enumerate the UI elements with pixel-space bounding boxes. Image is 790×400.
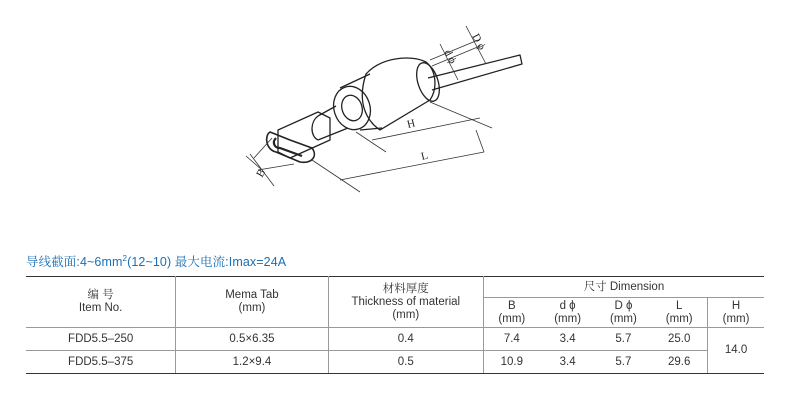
header-thickness — [328, 277, 483, 328]
spec-sup: 2 — [122, 253, 128, 263]
header-H-label: H — [731, 299, 741, 312]
sleeve-rim — [328, 82, 376, 135]
cell-item: FDD5.5–250 — [26, 328, 176, 351]
dim-H-line — [372, 118, 480, 140]
label-L: L — [419, 149, 430, 163]
header-thick-en: Thickness of material — [351, 295, 461, 308]
header-tab-line1: Mema Tab — [225, 289, 279, 301]
sleeve-end — [412, 60, 443, 104]
cell-D: 5.7 — [596, 328, 652, 351]
header-D-label: D ϕ — [614, 299, 633, 312]
cell-B: 7.4 — [483, 328, 539, 351]
header-thick-unit: (mm) — [392, 308, 420, 321]
header-B-unit: (mm) — [498, 312, 526, 325]
spec-line — [26, 252, 286, 270]
wire-outline — [428, 55, 522, 90]
header-item-en: Item No. — [78, 302, 123, 314]
header-H-unit: (mm) — [722, 312, 750, 325]
header-tab-line2: (mm) — [238, 302, 266, 314]
spec-suffix: (12~10) 最大电流:Imax=24A — [127, 255, 287, 269]
label-d: d ϕ — [441, 47, 459, 66]
header-H — [708, 298, 764, 328]
sleeve-opening — [338, 93, 365, 124]
header-B — [483, 298, 539, 328]
header-thick-cn: 材料厚度 — [382, 282, 429, 295]
receptacle-front — [267, 132, 315, 162]
cell-d: 3.4 — [540, 351, 596, 374]
table-row — [26, 328, 764, 351]
header-D — [596, 298, 652, 328]
header-d-label: d ϕ — [559, 299, 576, 312]
cell-thickness: 0.4 — [328, 328, 483, 351]
header-L-label: L — [676, 299, 683, 312]
label-D: D ϕ — [469, 31, 488, 52]
cell-d: 3.4 — [540, 328, 596, 351]
dim-L-line — [340, 149, 484, 180]
cell-item: FDD5.5–375 — [26, 351, 176, 374]
header-d — [540, 298, 596, 328]
cell-H: 14.0 — [708, 328, 764, 374]
spec-prefix: 导线截面:4~6mm — [26, 255, 123, 269]
sleeve-body — [362, 58, 435, 130]
spec-table — [26, 276, 764, 374]
label-H: H — [405, 117, 417, 131]
header-tab — [176, 277, 328, 328]
cell-tab: 0.5×6.35 — [176, 328, 328, 351]
header-item — [26, 277, 176, 328]
cell-D: 5.7 — [596, 351, 652, 374]
header-D-unit: (mm) — [610, 312, 637, 325]
cell-thickness: 0.5 — [328, 351, 483, 374]
cell-L: 25.0 — [651, 328, 707, 351]
header-dimension: 尺寸 Dimension — [483, 277, 764, 298]
cell-B: 10.9 — [483, 351, 539, 374]
label-B: B — [254, 167, 269, 180]
header-d-unit: (mm) — [554, 312, 582, 325]
header-L-unit: (mm) — [665, 312, 693, 325]
header-B-label: B — [507, 299, 516, 312]
cell-L: 29.6 — [651, 351, 707, 374]
table-row — [26, 351, 764, 374]
header-L — [651, 298, 707, 328]
header-item-cn: 编 号 — [87, 289, 114, 301]
cell-tab: 1.2×9.4 — [176, 351, 328, 374]
